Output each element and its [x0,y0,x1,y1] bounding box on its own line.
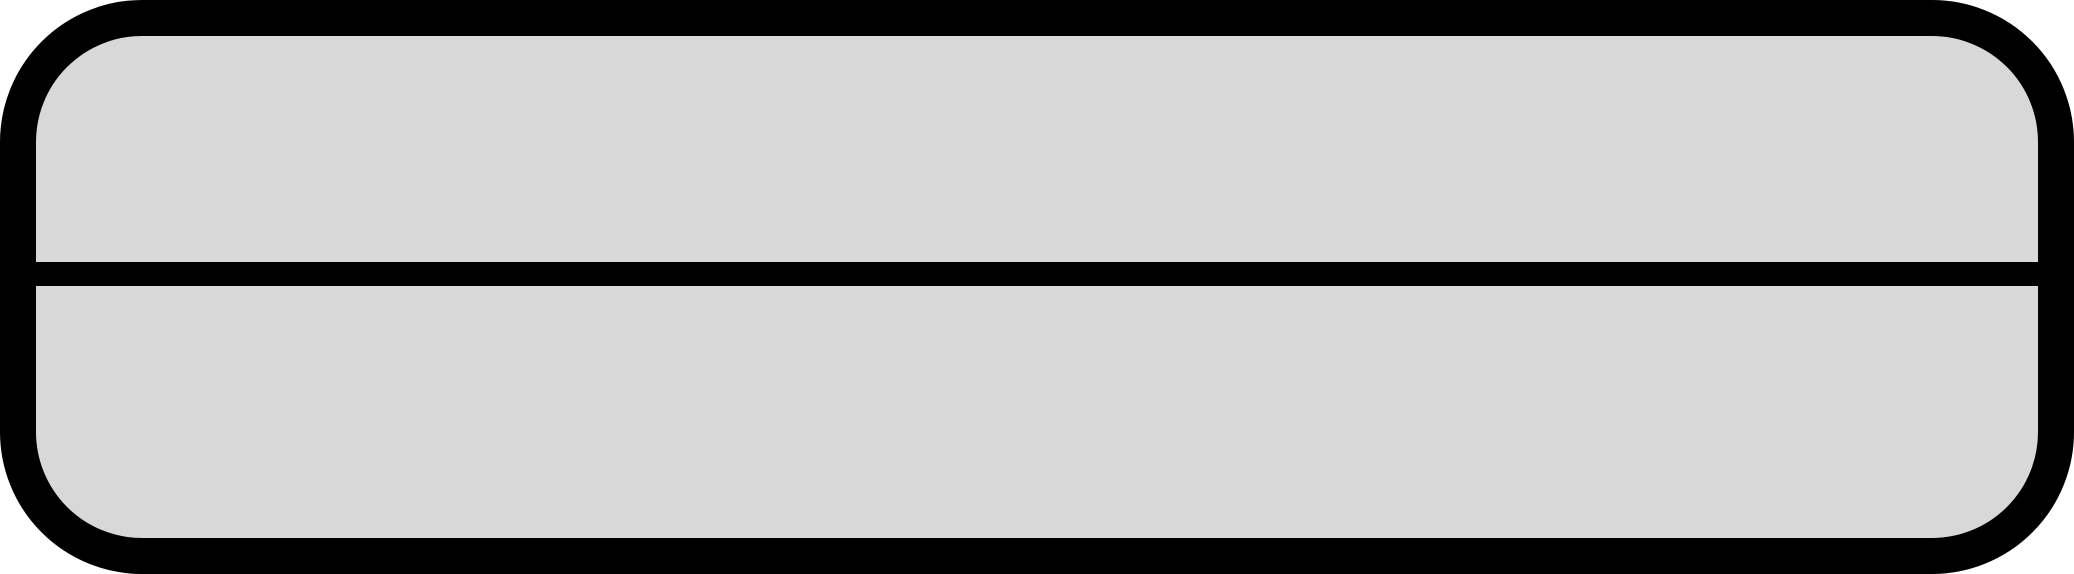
panel-top-section [36,36,2038,262]
horizontal-divider [36,262,2038,286]
panel-bottom-section [36,286,2038,538]
